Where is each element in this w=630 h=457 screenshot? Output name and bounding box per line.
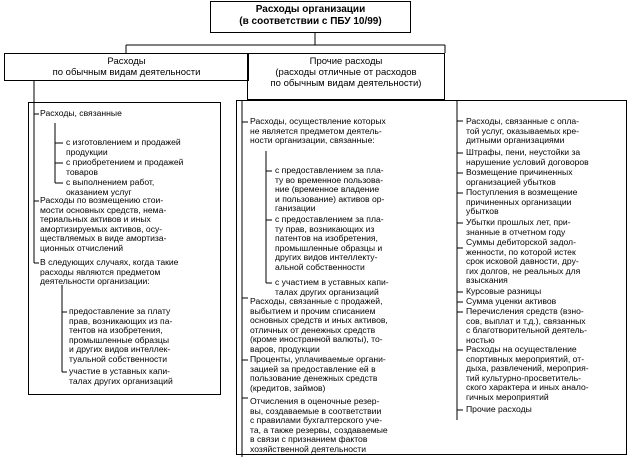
ordinary-sub-1: с изготовлением и продажей продукции <box>66 137 181 157</box>
other-left-item-3: Отчисления в оценочные резер- вы, создаваемые в соответствии с правилами бухгалтерского уче- та, а также резервы, создаваемые в связи с признанием фактов хозяйственной деятельности <box>250 396 388 454</box>
ordinary-subtitle: по обычным видам деятельности <box>52 67 201 78</box>
other-sub-3: с участием в уставных капи- талах других организаций <box>275 277 389 297</box>
other-left-item-1: Расходы, связанные с продажей, выбытием и прочим списанием основных средств и иных активов, отличных от денежных средств (кроме иностранной валюты), то- варов, продукции <box>250 296 388 354</box>
ordinary-cases: В следующих случаях, когда такие расходы являются предметом деятельности организации: <box>40 257 179 287</box>
ordinary-intro: Расходы, связанные <box>40 108 122 118</box>
other-right-item-2: Штрафы, пени, неустойки за нарушение условий договоров <box>466 147 589 167</box>
other-expenses-box <box>247 53 445 100</box>
ordinary-amortization: Расходы по возмещению стои- мости основных средств, нема- териальных активов и иных амортизируемых активов, осу- ществляемых в виде амортиза- ционных отчислений <box>40 195 167 253</box>
root-subtitle: (в соответствии с ПБУ 10/99) <box>239 16 382 27</box>
other-right-item-4: Поступления в возмещение причиненных организации убытков <box>466 187 578 217</box>
other-title: Прочие расходы <box>309 56 383 67</box>
other-sub-2: с предоставлением за пла- ту прав, возникающих из патентов на изобретения, промышленные образцы и других видов интеллекту- альной собственности <box>275 214 384 272</box>
other-right-item-10: Расходы на осуществление спортивных мероприятий, от- дыха, развлечений, мероприя- тий культурно-просветитель- ского характера и иных анало- гичных мероприятий <box>466 344 589 402</box>
root-box <box>210 1 411 33</box>
other-right-item-3: Возмещение причиненных организацией убытков <box>466 167 573 187</box>
other-right-item-1: Расходы, связанные с опла- той услуг, оказываемых кре- дитными организациями <box>466 116 580 146</box>
root-title: Расходы организации <box>255 4 366 15</box>
other-right-item-11: Прочие расходы <box>466 404 532 414</box>
ordinary-sub-2: с приобретением и продажей товаров <box>66 157 184 177</box>
other-right-item-9: Перечисления средств (взно- сов, выплат и т.д.), связанных с благотворительной деятель- ностью <box>466 306 587 345</box>
other-right-item-7: Курсовые разницы <box>466 286 542 296</box>
ordinary-case-2: участие в уставных капи- талах других организаций <box>69 366 173 386</box>
other-intro: Расходы, осуществление которых не является предметом деятель- ности организации, связанные: <box>250 116 386 146</box>
ordinary-title: Расходы <box>107 56 146 67</box>
other-right-item-8: Сумма уценки активов <box>466 296 557 306</box>
ordinary-expenses-box <box>4 53 249 81</box>
ordinary-sub-3: с выполнением работ, оказанием услуг <box>66 177 155 197</box>
other-sub-1: с предоставлением за пла- ту во временное пользова- ние (временное владение и пользование) активов ор- ганизации <box>275 165 385 214</box>
other-right-item-6: Суммы дебиторской задол- женности, по которой истек срок исковой давности, дру- гих долгов, не реальных для взыскания <box>466 237 581 286</box>
other-left-item-2: Проценты, уплачиваемые органи- зацией за предоставление ей в пользование денежных средств (кредитов, займов) <box>250 354 386 393</box>
other-subtitle-1: (расходы отличные от расходов <box>275 67 417 78</box>
ordinary-case-1: предоставление за плату прав, возникающих из па- тентов на изобретения, промышленные образцы и других видов интеллек- туальной собственности <box>69 306 173 364</box>
other-subtitle-2: по обычным видам деятельности) <box>270 78 422 89</box>
other-right-item-5: Убытки прошлых лет, при- знанные в отчетном году <box>466 217 571 237</box>
